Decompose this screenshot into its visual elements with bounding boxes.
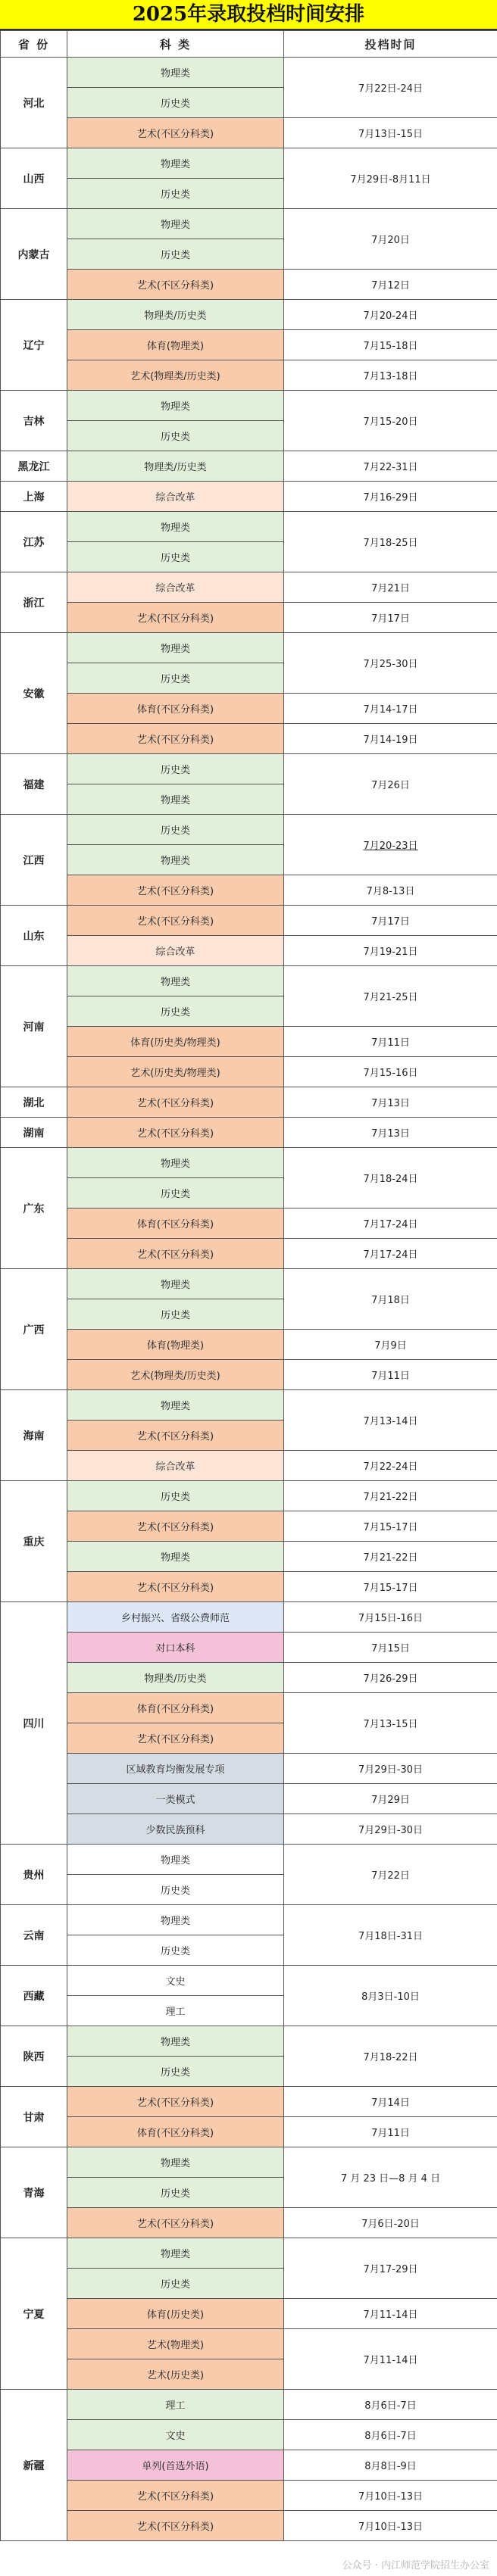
subject-cell: 物理类 xyxy=(67,1148,284,1178)
subject-cell: 物理类 xyxy=(67,845,284,875)
table-row xyxy=(1,1754,497,1784)
time-cell: 7月21-22日 xyxy=(284,1542,497,1572)
table-row xyxy=(1,1269,497,1299)
time-cell: 7月25-30日 xyxy=(284,633,497,694)
time-cell: 7月8-13日 xyxy=(284,875,497,906)
subject-cell: 理工 xyxy=(67,2390,284,2420)
table-row xyxy=(1,633,497,663)
table-row xyxy=(1,1451,497,1481)
time-cell: 7月11-14日 xyxy=(284,2329,497,2390)
subject-cell: 物理类 xyxy=(67,512,284,542)
province-cell: 河南 xyxy=(1,966,67,1087)
time-cell: 7月19-21日 xyxy=(284,936,497,966)
subject-cell: 艺术(不区分科类) xyxy=(67,118,284,148)
table-row xyxy=(1,2511,497,2541)
province-cell: 辽宁 xyxy=(1,300,67,391)
subject-cell: 物理类 xyxy=(67,1845,284,1875)
subject-cell: 物理类/历史类 xyxy=(67,451,284,482)
subject-cell: 艺术(不区分科类) xyxy=(67,270,284,300)
table-row xyxy=(1,2329,497,2359)
time-cell: 7月29日-8月11日 xyxy=(284,148,497,209)
table-row xyxy=(1,1663,497,1693)
time-cell: 7月16-29日 xyxy=(284,482,497,512)
subject-cell: 区域教育均衡发展专项 xyxy=(67,1754,284,1784)
subject-cell: 物理类 xyxy=(67,2026,284,2057)
time-cell: 7月29日-30日 xyxy=(284,1814,497,1845)
header-province: 省 份 xyxy=(1,31,67,58)
time-cell: 7月29日 xyxy=(284,1784,497,1814)
subject-cell: 艺术(物理类) xyxy=(67,2329,284,2359)
time-cell: 7月13-15日 xyxy=(284,1693,497,1754)
subject-cell: 物理类 xyxy=(67,1542,284,1572)
table-row xyxy=(1,815,497,845)
table-row xyxy=(1,1511,497,1542)
subject-cell: 艺术(物理类/历史类) xyxy=(67,360,284,391)
table-row xyxy=(1,1693,497,1723)
subject-cell: 艺术(不区分科类) xyxy=(67,603,284,633)
subject-cell: 物理类 xyxy=(67,1269,284,1299)
subject-cell: 物理类/历史类 xyxy=(67,300,284,330)
time-cell: 7月13日 xyxy=(284,1087,497,1118)
time-cell: 7月15-17日 xyxy=(284,1511,497,1542)
time-cell: 7月15-18日 xyxy=(284,330,497,360)
province-cell: 广东 xyxy=(1,1148,67,1269)
table-row xyxy=(1,2208,497,2238)
time-cell: 7月11日 xyxy=(284,1027,497,1057)
time-cell: 7月26日 xyxy=(284,754,497,815)
subject-cell: 物理类 xyxy=(67,148,284,179)
subject-cell: 物理类 xyxy=(67,209,284,239)
table-row xyxy=(1,2147,497,2178)
subject-cell: 历史类 xyxy=(67,2057,284,2087)
subject-cell: 艺术(不区分科类) xyxy=(67,724,284,754)
subject-cell: 历史类 xyxy=(67,663,284,694)
table-row xyxy=(1,1905,497,1935)
subject-cell: 历史类 xyxy=(67,2178,284,2208)
subject-cell: 历史类 xyxy=(67,2269,284,2299)
time-cell: 7月15日 xyxy=(284,1633,497,1663)
subject-cell: 历史类 xyxy=(67,1935,284,1966)
subject-cell: 艺术(不区分科类) xyxy=(67,906,284,936)
time-cell: 7月17-29日 xyxy=(284,2238,497,2299)
time-cell: 7月20-24日 xyxy=(284,300,497,330)
time-cell: 7月10日-13日 xyxy=(284,2481,497,2511)
subject-cell: 体育(不区分科类) xyxy=(67,1208,284,1239)
province-cell: 浙江 xyxy=(1,572,67,633)
province-cell: 海南 xyxy=(1,1390,67,1481)
time-cell: 7月10日-13日 xyxy=(284,2511,497,2541)
table-row xyxy=(1,148,497,179)
table-row xyxy=(1,2087,497,2117)
table-row xyxy=(1,966,497,996)
table-row xyxy=(1,300,497,330)
time-cell: 7月17-24日 xyxy=(284,1239,497,1269)
time-cell: 8月3日-10日 xyxy=(284,1966,497,2026)
subject-cell: 历史类 xyxy=(67,1875,284,1905)
table-row xyxy=(1,603,497,633)
time-cell: 7月22日-24日 xyxy=(284,58,497,118)
time-cell: 7月18日-31日 xyxy=(284,1905,497,1966)
table-row xyxy=(1,1784,497,1814)
subject-cell: 艺术(不区分科类) xyxy=(67,875,284,906)
table-row xyxy=(1,1360,497,1390)
table-row xyxy=(1,1330,497,1360)
subject-cell: 体育(不区分科类) xyxy=(67,2117,284,2147)
province-cell: 内蒙古 xyxy=(1,209,67,300)
table-row xyxy=(1,1814,497,1845)
table-header-row xyxy=(1,31,497,58)
province-cell: 贵州 xyxy=(1,1845,67,1905)
table-row xyxy=(1,694,497,724)
header-time: 投档时间 xyxy=(284,31,497,58)
province-cell: 江苏 xyxy=(1,512,67,572)
province-cell: 黑龙江 xyxy=(1,451,67,482)
province-cell: 湖北 xyxy=(1,1087,67,1118)
subject-cell: 艺术(不区分科类) xyxy=(67,2511,284,2541)
table-row xyxy=(1,1633,497,1663)
province-cell: 河北 xyxy=(1,58,67,148)
province-cell: 青海 xyxy=(1,2147,67,2238)
schedule-table xyxy=(0,30,497,2541)
time-cell: 7月14-19日 xyxy=(284,724,497,754)
table-row xyxy=(1,906,497,936)
subject-cell: 理工 xyxy=(67,1996,284,2026)
table-row xyxy=(1,2390,497,2420)
province-cell: 江西 xyxy=(1,815,67,906)
subject-cell: 艺术(不区分科类) xyxy=(67,1118,284,1148)
table-row xyxy=(1,2026,497,2057)
table-row xyxy=(1,2238,497,2269)
table-row xyxy=(1,1027,497,1057)
time-cell: 7月18-24日 xyxy=(284,1148,497,1208)
province-cell: 云南 xyxy=(1,1905,67,1966)
table-row xyxy=(1,330,497,360)
header-subject: 科 类 xyxy=(67,31,284,58)
province-cell: 陕西 xyxy=(1,2026,67,2087)
subject-cell: 乡村振兴、省级公费师范 xyxy=(67,1602,284,1633)
province-cell: 湖南 xyxy=(1,1118,67,1148)
time-cell: 7月21-25日 xyxy=(284,966,497,1027)
province-cell: 新疆 xyxy=(1,2390,67,2541)
table-row xyxy=(1,482,497,512)
subject-cell: 历史类 xyxy=(67,1178,284,1208)
province-cell: 吉林 xyxy=(1,391,67,451)
subject-cell: 历史类 xyxy=(67,1481,284,1511)
subject-cell: 艺术(不区分科类) xyxy=(67,2481,284,2511)
subject-cell: 艺术(不区分科类) xyxy=(67,1723,284,1754)
subject-cell: 物理类 xyxy=(67,966,284,996)
subject-cell: 物理类 xyxy=(67,58,284,88)
table-row xyxy=(1,512,497,542)
time-cell: 7月18-22日 xyxy=(284,2026,497,2087)
subject-cell: 体育(历史类) xyxy=(67,2299,284,2329)
watermark: 公众号 · 内江师范学院招生办公室 xyxy=(342,2560,489,2571)
subject-cell: 体育(物理类) xyxy=(67,1330,284,1360)
time-cell: 7月15-16日 xyxy=(284,1057,497,1087)
subject-cell: 艺术(不区分科类) xyxy=(67,1511,284,1542)
subject-cell: 物理类 xyxy=(67,2147,284,2178)
table-row xyxy=(1,754,497,784)
time-cell: 7月17日 xyxy=(284,906,497,936)
time-cell: 7月29日-30日 xyxy=(284,1754,497,1784)
subject-cell: 综合改革 xyxy=(67,572,284,603)
subject-cell: 物理类 xyxy=(67,1390,284,1421)
table-row xyxy=(1,875,497,906)
subject-cell: 艺术(不区分科类) xyxy=(67,2208,284,2238)
time-cell: 7月18日 xyxy=(284,1269,497,1330)
subject-cell: 体育(不区分科类) xyxy=(67,694,284,724)
table-row xyxy=(1,391,497,421)
time-cell: 7月11-14日 xyxy=(284,2299,497,2329)
time-cell: 7月20日 xyxy=(284,209,497,270)
subject-cell: 对口本科 xyxy=(67,1633,284,1663)
subject-cell: 历史类 xyxy=(67,239,284,270)
time-cell: 7月13日-15日 xyxy=(284,118,497,148)
time-cell: 7月13-18日 xyxy=(284,360,497,391)
table-row xyxy=(1,360,497,391)
subject-cell: 综合改革 xyxy=(67,936,284,966)
time-cell: 7月15日-16日 xyxy=(284,1602,497,1633)
table-row xyxy=(1,1481,497,1511)
table-row xyxy=(1,2420,497,2450)
subject-cell: 一类模式 xyxy=(67,1784,284,1814)
table-row xyxy=(1,1572,497,1602)
time-cell: 7月13日 xyxy=(284,1118,497,1148)
table-row xyxy=(1,1390,497,1421)
page-title: 2025年录取投档时间安排 xyxy=(0,0,497,30)
subject-cell: 历史类 xyxy=(67,815,284,845)
time-cell: 7月11日 xyxy=(284,2117,497,2147)
subject-cell: 艺术(不区分科类) xyxy=(67,1572,284,1602)
table-row xyxy=(1,1087,497,1118)
table-body xyxy=(1,58,497,2541)
table-row xyxy=(1,1118,497,1148)
subject-cell: 文史 xyxy=(67,1966,284,1996)
time-cell: 7月20-23日 xyxy=(284,815,497,875)
time-cell: 7月15-20日 xyxy=(284,391,497,451)
subject-cell: 艺术(不区分科类) xyxy=(67,1239,284,1269)
table-row xyxy=(1,1542,497,1572)
table-row xyxy=(1,209,497,239)
province-cell: 宁夏 xyxy=(1,2238,67,2390)
table-row xyxy=(1,1966,497,1996)
subject-cell: 艺术(不区分科类) xyxy=(67,1421,284,1451)
table-row xyxy=(1,58,497,88)
subject-cell: 综合改革 xyxy=(67,482,284,512)
table-row xyxy=(1,1208,497,1239)
subject-cell: 艺术(历史类/物理类) xyxy=(67,1057,284,1087)
subject-cell: 艺术(不区分科类) xyxy=(67,1087,284,1118)
time-cell: 7月15-17日 xyxy=(284,1572,497,1602)
subject-cell: 物理类 xyxy=(67,1905,284,1935)
subject-cell: 历史类 xyxy=(67,542,284,572)
subject-cell: 体育(不区分科类) xyxy=(67,1693,284,1723)
table-row xyxy=(1,1845,497,1875)
subject-cell: 体育(历史类/物理类) xyxy=(67,1027,284,1057)
time-cell: 8月8日-9日 xyxy=(284,2450,497,2481)
subject-cell: 单列(首选外语) xyxy=(67,2450,284,2481)
table-row xyxy=(1,1057,497,1087)
time-cell: 7月21日 xyxy=(284,572,497,603)
province-cell: 山东 xyxy=(1,906,67,966)
table-row xyxy=(1,118,497,148)
table-row xyxy=(1,270,497,300)
table-row xyxy=(1,451,497,482)
subject-cell: 历史类 xyxy=(67,421,284,451)
subject-cell: 物理类 xyxy=(67,2238,284,2269)
subject-cell: 文史 xyxy=(67,2420,284,2450)
subject-cell: 物理类 xyxy=(67,784,284,815)
time-cell: 7月22-31日 xyxy=(284,451,497,482)
time-cell: 7月21-22日 xyxy=(284,1481,497,1511)
subject-cell: 少数民族预科 xyxy=(67,1814,284,1845)
subject-cell: 综合改革 xyxy=(67,1451,284,1481)
time-cell: 7月14日 xyxy=(284,2087,497,2117)
table-row xyxy=(1,2481,497,2511)
table-row xyxy=(1,1148,497,1178)
subject-cell: 历史类 xyxy=(67,179,284,209)
subject-cell: 历史类 xyxy=(67,996,284,1027)
province-cell: 山西 xyxy=(1,148,67,209)
time-cell: 7月9日 xyxy=(284,1330,497,1360)
table-row xyxy=(1,724,497,754)
time-cell: 7月14-17日 xyxy=(284,694,497,724)
table-row xyxy=(1,1602,497,1633)
time-cell: 7月12日 xyxy=(284,270,497,300)
subject-cell: 艺术(不区分科类) xyxy=(67,2087,284,2117)
table-row xyxy=(1,936,497,966)
time-cell: 7月18-25日 xyxy=(284,512,497,572)
province-cell: 安徽 xyxy=(1,633,67,754)
table-row xyxy=(1,2299,497,2329)
province-cell: 上海 xyxy=(1,482,67,512)
time-cell: 8月6日-7日 xyxy=(284,2390,497,2420)
province-cell: 西藏 xyxy=(1,1966,67,2026)
time-cell: 7月17-24日 xyxy=(284,1208,497,1239)
province-cell: 四川 xyxy=(1,1602,67,1845)
time-cell: 7月13-14日 xyxy=(284,1390,497,1451)
province-cell: 福建 xyxy=(1,754,67,815)
subject-cell: 物理类/历史类 xyxy=(67,1663,284,1693)
time-cell: 7 月 23 日—8 月 4 日 xyxy=(284,2147,497,2208)
province-cell: 甘肃 xyxy=(1,2087,67,2147)
time-cell: 7月11日 xyxy=(284,1360,497,1390)
subject-cell: 历史类 xyxy=(67,1299,284,1330)
subject-cell: 艺术(物理类/历史类) xyxy=(67,1360,284,1390)
time-cell: 7月22日 xyxy=(284,1845,497,1905)
table-row xyxy=(1,1239,497,1269)
table-row xyxy=(1,2450,497,2481)
time-cell: 7月26-29日 xyxy=(284,1663,497,1693)
subject-cell: 历史类 xyxy=(67,88,284,118)
time-cell: 7月6日-20日 xyxy=(284,2208,497,2238)
province-cell: 广西 xyxy=(1,1269,67,1390)
province-cell: 重庆 xyxy=(1,1481,67,1602)
subject-cell: 体育(物理类) xyxy=(67,330,284,360)
subject-cell: 物理类 xyxy=(67,633,284,663)
time-cell: 7月22-24日 xyxy=(284,1451,497,1481)
subject-cell: 历史类 xyxy=(67,754,284,784)
time-cell: 8月6日-7日 xyxy=(284,2420,497,2450)
table-row xyxy=(1,2117,497,2147)
table-row xyxy=(1,572,497,603)
subject-cell: 物理类 xyxy=(67,391,284,421)
subject-cell: 艺术(历史类) xyxy=(67,2359,284,2390)
time-cell: 7月17日 xyxy=(284,603,497,633)
